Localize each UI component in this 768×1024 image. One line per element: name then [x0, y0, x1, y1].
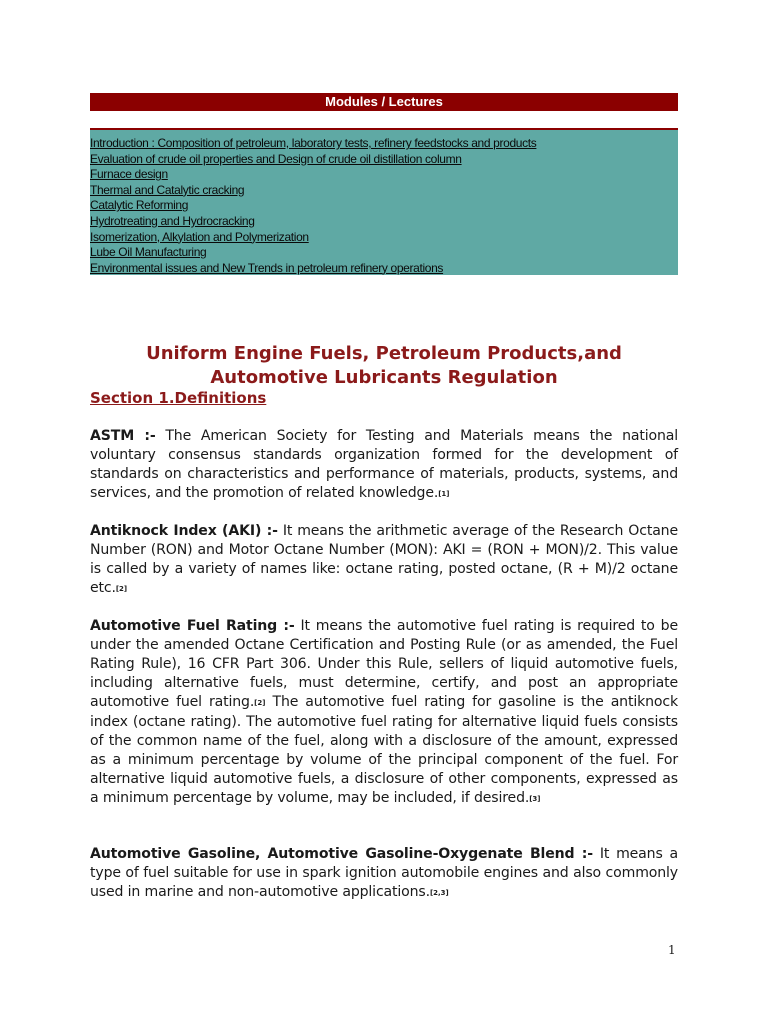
definition-term: ASTM :-	[90, 428, 156, 444]
footnote-reference[interactable]: [1]	[438, 490, 450, 498]
module-link-introduction[interactable]: Introduction : Composition of petroleum, laboratory tests, refinery feedstocks and products	[90, 136, 537, 150]
definition-automotive-fuel-rating	[90, 617, 678, 809]
document-title	[90, 342, 678, 390]
module-link-crude-oil-evaluation[interactable]: Evaluation of crude oil properties and Design of crude oil distillation column	[90, 151, 462, 166]
definition-automotive-gasoline	[90, 845, 678, 903]
definition-text-continued: The automotive fuel rating for gasoline is the antiknock index (octane rating). The automotive fuel rating for alternative liquid fuels consists of the common name of the fuel, along with a disclosure of the amount, expressed as a minimum percentage by volume of the principal component of the fuel. For alternative liquid automotive fuels, a disclosure of other components, expressed as a minimum percentage by volume, may be included, if desired.	[90, 694, 678, 806]
module-link-isomerization[interactable]: Isomerization, Alkylation and Polymerization	[90, 229, 309, 244]
modules-header: Modules / Lectures	[90, 93, 678, 111]
modules-list	[90, 128, 678, 275]
title-line-1: Uniform Engine Fuels, Petroleum Products,and	[146, 343, 622, 364]
module-link-furnace-design[interactable]: Furnace design	[90, 167, 168, 182]
definition-term: Automotive Fuel Rating :-	[90, 618, 295, 634]
title-line-2: Automotive Lubricants Regulation	[210, 367, 558, 388]
definition-aki	[90, 522, 678, 599]
module-link-environmental[interactable]: Environmental issues and New Trends in petroleum refinery operations	[90, 260, 444, 275]
definition-astm	[90, 427, 678, 504]
module-link-catalytic-reforming[interactable]: Catalytic Reforming	[90, 198, 189, 213]
section-heading-definitions[interactable]: Section 1.Definitions	[90, 389, 267, 407]
module-link-lube-oil[interactable]: Lube Oil Manufacturing	[90, 245, 207, 260]
footnote-reference[interactable]: [2]	[254, 699, 266, 707]
definition-term: Automotive Gasoline, Automotive Gasoline-Oxygenate Blend :-	[90, 846, 593, 862]
footnote-reference[interactable]: [2,3]	[429, 889, 449, 897]
definition-text: The American Society for Testing and Materials means the national voluntary consensus standards organization formed for the development of standards on characteristics and performance of materials, products, systems, and services, and the promotion of related knowledge.	[90, 428, 678, 501]
module-link-hydrotreating[interactable]: Hydrotreating and Hydrocracking	[90, 213, 255, 228]
footnote-reference[interactable]: [2]	[115, 585, 128, 593]
definition-text: It means a type of fuel suitable for use in spark ignition automobile engines and also commonly used in marine and non-automotive applications.	[90, 846, 678, 900]
page-number: 1	[668, 943, 676, 957]
definition-text: It means the automotive fuel rating is required to be under the amended Octane Certification and Posting Rule (or as amended, the Fuel Rating Rule), 16 CFR Part 306. Under this Rule, sellers of liquid automotive fuels, including alternative fuels, must determine, certify, and post an appropriate automotive fuel rating.	[90, 618, 679, 710]
definition-term: Antiknock Index (AKI) :-	[90, 523, 278, 539]
module-link-cracking[interactable]: Thermal and Catalytic cracking	[90, 182, 245, 197]
footnote-reference[interactable]: [3]	[529, 795, 541, 803]
definition-text: It means the arithmetic average of the Research Octane Number (RON) and Motor Octane Number (MON): AKI = (RON + MON)/2. This value is called by a variety of names like: octane rating, posted octane, (R + M)/2 octane etc.	[90, 523, 678, 596]
